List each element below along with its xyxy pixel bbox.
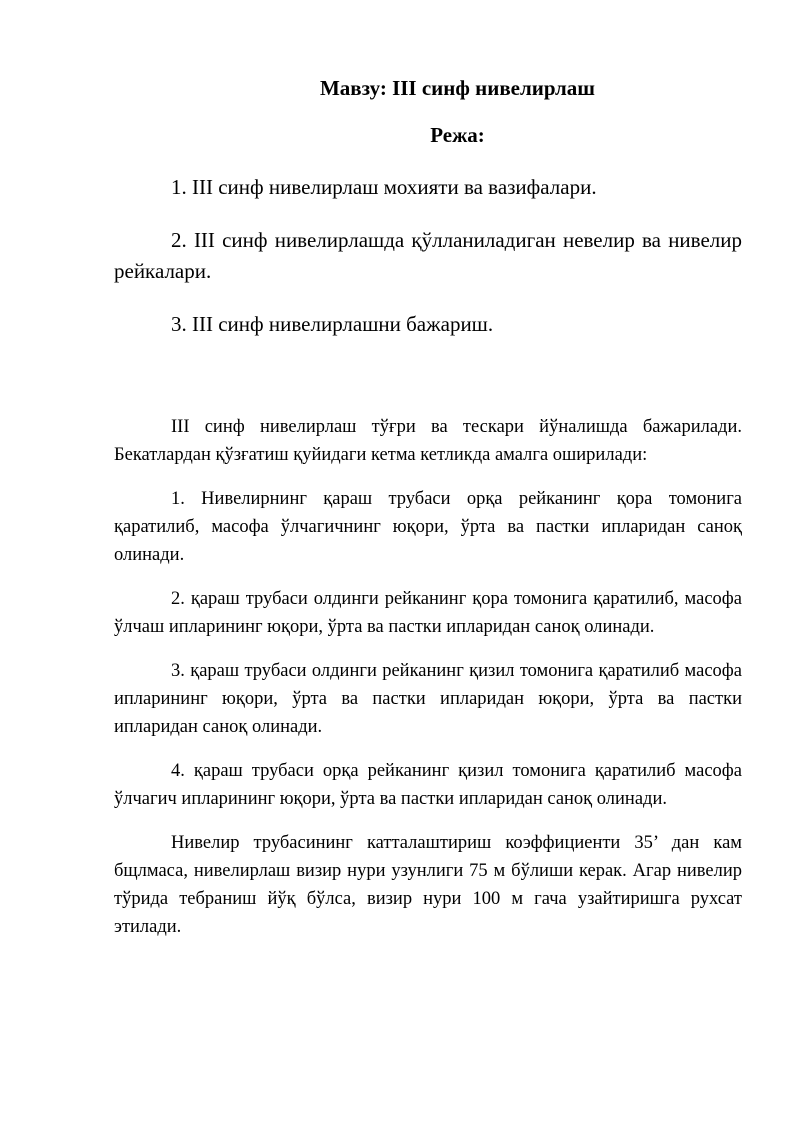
- plan-item: 1. III синф нивелирлаш мохияти ва вазифалари.: [171, 175, 597, 199]
- body-paragraph: Нивелир трубасининг катталаштириш коэффициенти 35’ дан кам бщлмаса, нивелирлаш визир нури узунлиги 75 м бўлиши керак. Агар нивелир тўрида тебраниш йўқ бўлса, визир нури 100 м гача узайтиришга рухсат этилади.: [114, 833, 742, 937]
- plan-item: 2. III синф нивелирлашда қўлланиладиган невелир ва нивелир рейкалари.: [114, 228, 742, 283]
- plan-item: 3. III синф нивелирлашни бажариш.: [171, 312, 494, 336]
- body-paragraph: 1. Нивелирнинг қараш трубаси орқа рейканинг қора томонига қаратилиб, масофа ўлчагичнинг юқори, ўрта ва пастки ипларидан саноқ олинади.: [114, 489, 742, 565]
- body-paragraph: III синф нивелирлаш тўғри ва тескари йўналишда бажарилади. Бекатлардан қўзғатиш қуйидаги кетма кетликда амалга оширилади:: [114, 417, 742, 465]
- document-body: [114, 413, 742, 957]
- plan-heading: Режа:: [430, 123, 485, 147]
- body-paragraph: 2. қараш трубаси олдинги рейканинг қора томонига қаратилиб, масофа ўлчаш ипларининг юқори, ўрта ва пастки ипларидан саноқ олинади.: [114, 589, 742, 637]
- plan-list: [114, 172, 742, 362]
- document-title: Мавзу: III синф нивелирлаш: [319, 76, 596, 100]
- body-paragraph: 3. қараш трубаси олдинги рейканинг қизил томонига қаратилиб масофа ипларининг юқори, ўрта ва пастки ипларидан юқори, ўрта ва пастки ипларидан саноқ олинади.: [114, 661, 742, 737]
- body-paragraph: 4. қараш трубаси орқа рейканинг қизил томонига қаратилиб масофа ўлчагич ипларининг юқори, ўрта ва пастки ипларидан саноқ олинади.: [114, 761, 742, 809]
